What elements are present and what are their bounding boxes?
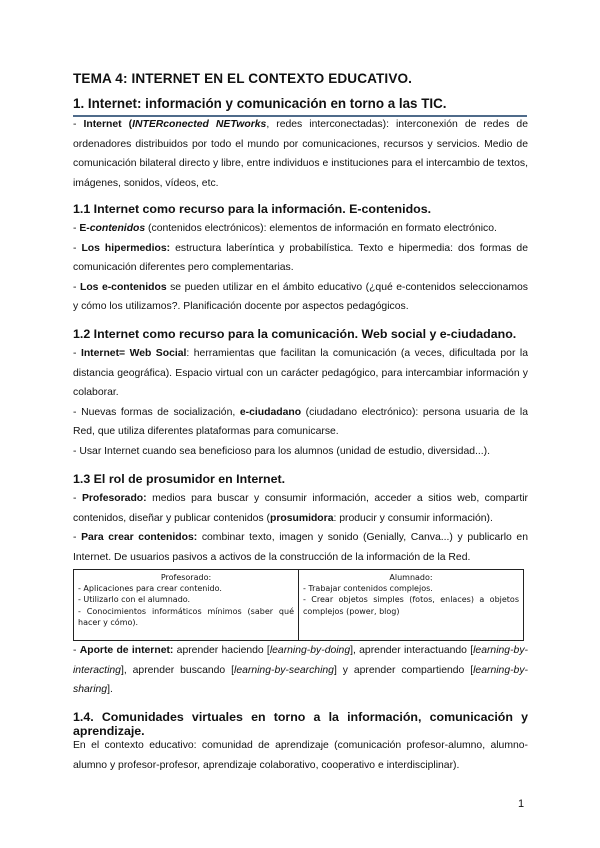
table-item: - Utilizarlo con el alumnado.	[78, 595, 191, 605]
subsection-1-2-body	[73, 344, 528, 461]
term-etymology: INTERconected NETworks	[132, 119, 267, 130]
term-internet: Internet	[83, 119, 122, 130]
table-item: - Trabajar contenidos complejos.	[303, 584, 433, 594]
list-item: - Internet= Web Social: herramientas que facilitan la comunicación (a veces, dificultada por la distancia geográfica). Espacio virtual con un carácter pedagógico, para intercambiar información y colaborar.	[73, 348, 528, 398]
list-item: - Para crear contenidos: combinar texto, imagen y sonido (Genially, Canva...) y publicarlo en Internet. De usuarios pasivos a activos de la construcción de la información de la Red.	[73, 532, 528, 563]
subsection-1-4-body: En el contexto educativo: comunidad de aprendizaje (comunicación profesor-alumno, alumno-alumno y profesor-profesor, aprendizaje colaborativo, cooperativo e interdisciplinar).	[73, 740, 528, 771]
table-header: Profesorado:	[160, 573, 212, 582]
comparison-table	[73, 569, 524, 641]
section-1-paragraph: - Internet (INTERconected NETworks, redes interconectadas): interconexión de redes de ordenadores distribuidos por todo el mundo por comunicaciones, recursos y servicios. Medio de comunicación bilateral directo y libre, entre individuos e instituciones para el intercambio de textos, imágenes, sonidos, vídeos, etc.	[73, 119, 528, 189]
subsection-1-3-body	[73, 489, 528, 567]
list-item: - Nuevas formas de socialización, e-ciudadano (ciudadano electrónico): persona usuaria de la Red, que utiliza diferentes plataformas para comunicarse.	[73, 406, 529, 437]
table-item: - Conocimientos informáticos mínimos (saber qué hacer y cómo).	[78, 606, 294, 627]
list-item: - Los e-contenidos se pueden utilizar en el ámbito educativo (¿qué e-contenidos seleccionamos y cómo los utilizamos?. Planificación docente por aspectos pedagógicos.	[73, 281, 528, 312]
subsection-1-4-heading: 1.4. Comunidades virtuales en torno a la información, comunicación y aprendizaje.	[73, 710, 528, 738]
table-cell-profesorado	[74, 570, 299, 641]
page-number: 1	[518, 798, 525, 810]
table-item: - Crear objetos simples (fotos, enlaces) a objetos complejos (power, blog)	[303, 595, 519, 616]
list-item: - E-contenidos (contenidos electrónicos): elementos de información en formato electrónico.	[73, 223, 497, 234]
list-item: - Usar Internet cuando sea beneficioso para los alumnos (unidad de estudio, diversidad...).	[73, 445, 491, 457]
aporte-paragraph: - Aporte de internet: aprender haciendo [learning-by-doing], aprender interactuando [learning-by-interacting], aprender buscando [learning-by-searching] y aprender compartiendo [learning-by-sharing].	[73, 645, 528, 695]
table-cell-alumnado	[299, 570, 524, 641]
subsection-1-2-heading: 1.2 Internet como recurso para la comunicación. Web social y e-ciudadano.	[73, 327, 517, 341]
table-item: - Aplicaciones para crear contenido.	[78, 584, 222, 594]
subsection-1-1-heading: 1.1 Internet como recurso para la información. E-contenidos.	[73, 202, 432, 216]
list-item: - Profesorado: medios para buscar y consumir información, acceder a sitios web, compartir contenidos, diseñar y publicar contenidos (prosumidora: producir y consumir información).	[73, 493, 528, 524]
list-item: - Los hipermedios: estructura laberíntica y probabilística. Texto e hipermedia: dos formas de comunicación diferentes pero complementarias.	[73, 242, 528, 273]
table-header: Alumnado:	[389, 573, 433, 582]
subsection-1-1-body	[73, 219, 528, 317]
document-title: TEMA 4: INTERNET EN EL CONTEXTO EDUCATIVO.	[73, 71, 413, 86]
subsection-1-3-heading: 1.3 El rol de prosumidor en Internet.	[73, 472, 286, 486]
section-1-heading: 1. Internet: información y comunicación en torno a las TIC.	[73, 96, 447, 111]
